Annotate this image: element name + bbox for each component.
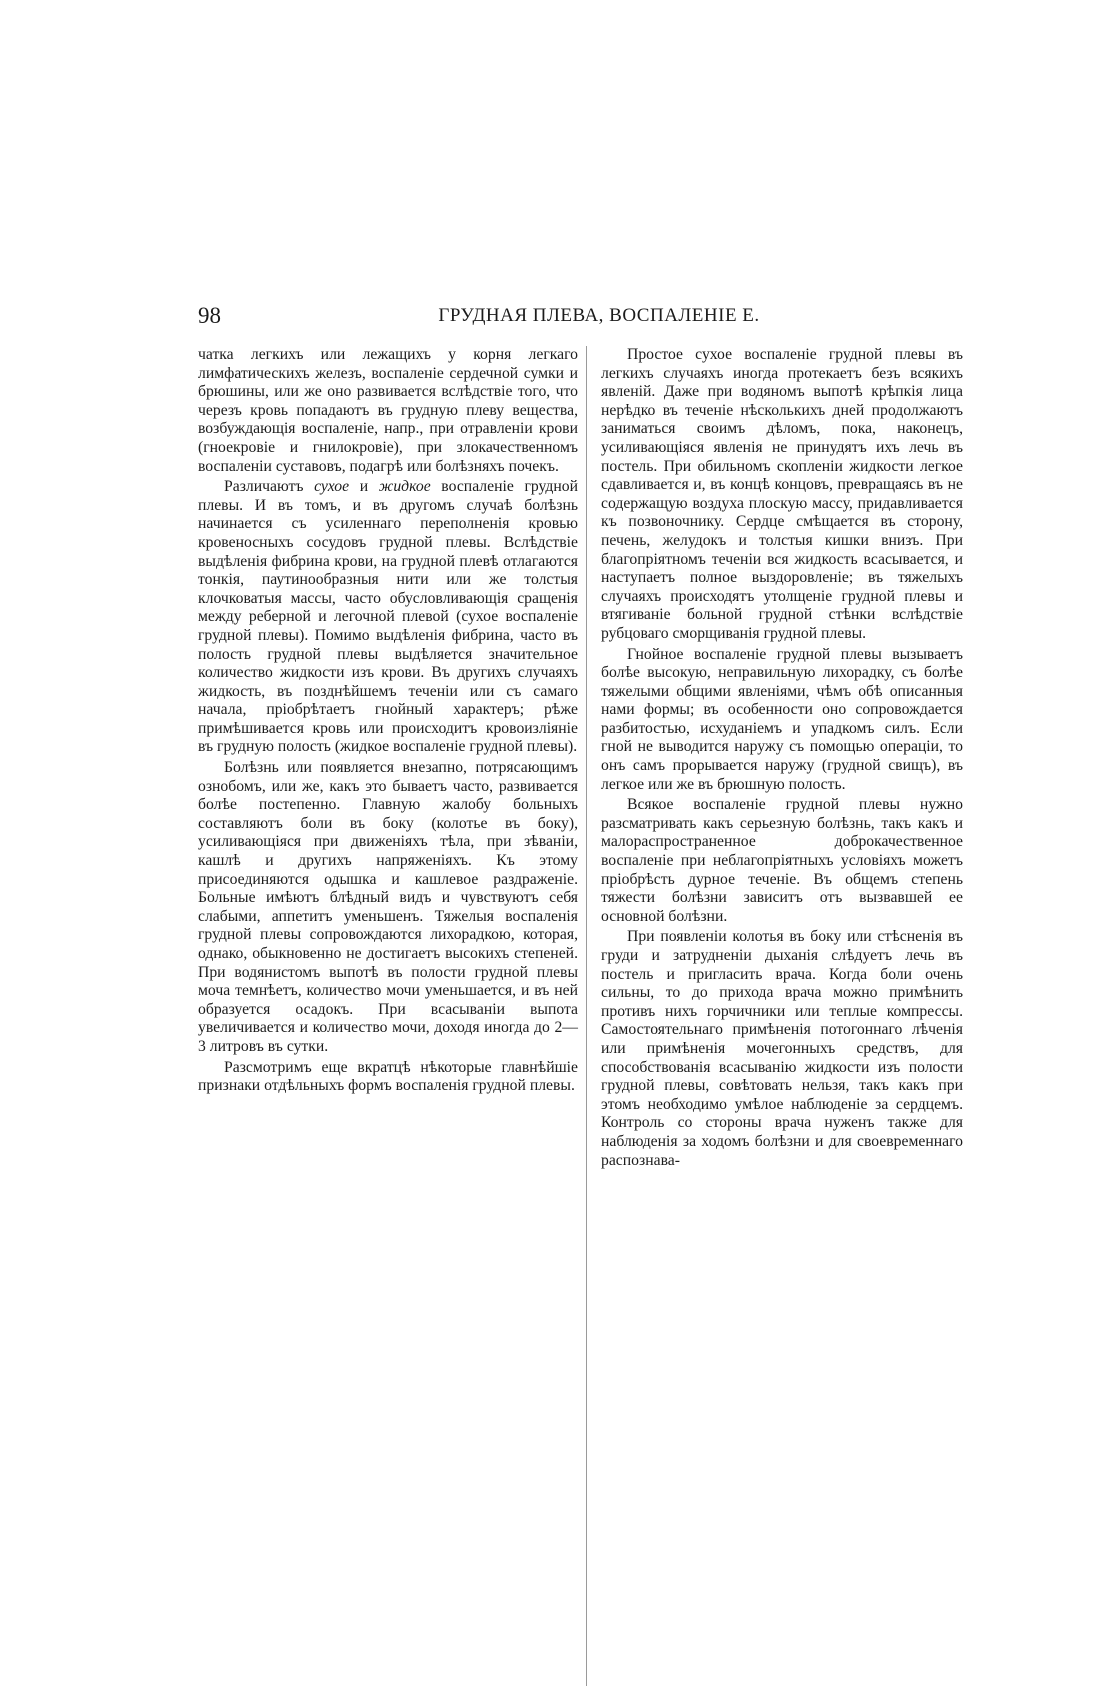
paragraph: Гнойное воспаленіе грудной плевы вызываетъ болѣе высокую, неправильную лихорадку, съ болѣе тяжелыми общими явленіями, чѣмъ обѣ описанныя нами формы; въ особенности оно сопровождается разбитостью, исхуданіемъ и упадкомъ силъ. Если гной не выводится наружу съ помощью операціи, то онъ самъ прорывается наружу (грудной свищъ), въ легкое или же въ брюшную полость. [601,645,963,793]
text-run: Различаютъ [224,478,315,496]
paragraph: Всякое воспаленіе грудной плевы нужно разсматривать какъ серьезную болѣзнь, такъ какъ и малораспространенное доброкачественное воспаленіе при неблагопріятныхъ условіяхъ можетъ пріобрѣсть дурное теченіе. Въ общемъ степень тяжести болѣзни зависитъ отъ вызвавшей ее основной болѣзни. [601,796,963,925]
right-column [601,346,963,1172]
italic-term-dry: сухое [314,478,350,496]
column-divider [586,346,587,1686]
running-title: ГРУДНАЯ ПЛЕВА, ВОСПАЛЕНІЕ Е. [438,305,760,326]
paragraph: При появленіи колотья въ боку или стѣсненія въ груди и затрудненіи дыханія слѣдуетъ лечь въ постель и пригласить врача. Когда боли очень сильны, то до прихода врача можно примѣнить противъ нихъ горчичники или теплые компрессы. Самостоятельнаго примѣненія потогоннаго лѣченія или примѣненія мочегонныхъ средствъ, для способствованія всасыванію жидкости изъ полости грудной плевы, совѣтовать нельзя, такъ какъ при этомъ необходимо умѣлое наблюденіе за сердцемъ. Контроль со стороны врача нуженъ также для наблюденія за ходомъ болѣзни и для своевременнаго распознава- [601,928,963,1169]
left-column [198,346,578,1098]
text-run: и [349,478,379,496]
paragraph: Болѣзнь или появляется внезапно, потрясающимъ ознобомъ, или же, какъ это бываетъ часто, развивается болѣе постепенно. Главную жалобу больныхъ составляютъ боли въ боку (колотье въ боку), усиливающіяся при движеніяхъ тѣла, при зѣваніи, кашлѣ и другихъ напряженіяхъ. Къ этому присоединяются одышка и кашлевое раздраженіе. Больные имѣютъ блѣдный видъ и чувствуютъ себя слабыми, аппетитъ уменьшенъ. Тяжелыя воспаленія грудной плевы сопровождаются лихорадкою, которая, однако, обыкновенно не достигаетъ высокихъ степеней. При водянистомъ выпотѣ въ полости грудной плевы моча темнѣетъ, количество мочи уменьшается, и въ ней образуется осадокъ. При всасываніи выпота увеличивается и количество мочи, доходя иногда до 2—3 литровъ въ сутки. [198,759,578,1055]
paragraph: Разсмотримъ еще вкратцѣ нѣкоторые главнѣйшіе признаки отдѣльныхъ формъ воспаленія грудной плевы. [198,1058,578,1095]
text-run: воспаленіе грудной плевы. И въ томъ, и въ другомъ случаѣ болѣзнь начинается съ усиленнаго переполненія кровью кровеносныхъ сосудовъ грудной плевы. Вслѣдствіе выдѣленія фибрина крови, на грудной плевѣ отлагаются тонкія, паутинообразныя нити или же толстыя клочковатыя массы, часто обусловливающія сращенія между реберной и легочной плевой (сухое воспаленіе грудной плевы). Помимо выдѣленія фибрина, часто въ полость грудной плевы выдѣляется значительное количество жидкости изъ крови. Въ другихъ случаяхъ жидкость, въ позднѣйшемъ теченіи или съ самаго начала, пріобрѣтаетъ гнойный характеръ; рѣже примѣшивается кровь или происходитъ кровоизліяніе въ грудную полость (жидкое воспаленіе грудной плевы). [198,478,578,756]
paragraph [198,478,578,757]
running-head [198,300,960,332]
page-number: 98 [198,303,221,328]
paragraph: Простое сухое воспаленіе грудной плевы въ легкихъ случаяхъ иногда протекаетъ безъ всякихъ явленій. Даже при водяномъ выпотѣ крѣпкія лица нерѣдко въ теченіе нѣсколькихъ дней продолжаютъ заниматься своимъ дѣломъ, пока, наконецъ, усиливающіяся явленія не принудятъ ихъ лечь въ постель. При обильномъ скопленіи жидкости легкое сдавливается и, въ концѣ концовъ, превращаясь въ не содержащую воздуха плоскую массу, придавливается къ позвоночнику. Сердце смѣщается въ сторону, печень, желудокъ и толстыя кишки внизъ. При благопріятномъ теченіи вся жидкость всасывается, и наступаетъ полное выздоровленіе; въ тяжелыхъ случаяхъ происходятъ утолщеніе грудной плевы и втягиваніе больной грудной стѣнки вслѣдствіе рубцоваго сморщиванія грудной плевы. [601,346,963,642]
italic-term-wet: жидкое [378,478,431,496]
paragraph: чатка легкихъ или лежащихъ у корня легкаго лимфатическихъ железъ, воспаленіе сердечной сумки и брюшины, или же оно развивается вслѣдствіе того, что черезъ кровь попадаютъ въ грудную плеву вещества, возбуждающія воспаленіе, напр., при отравленіи крови (гноекровіе и гнилокровіе), при злокачественномъ воспаленіи суставовъ, подагрѣ или болѣзняхъ почекъ. [198,346,578,475]
